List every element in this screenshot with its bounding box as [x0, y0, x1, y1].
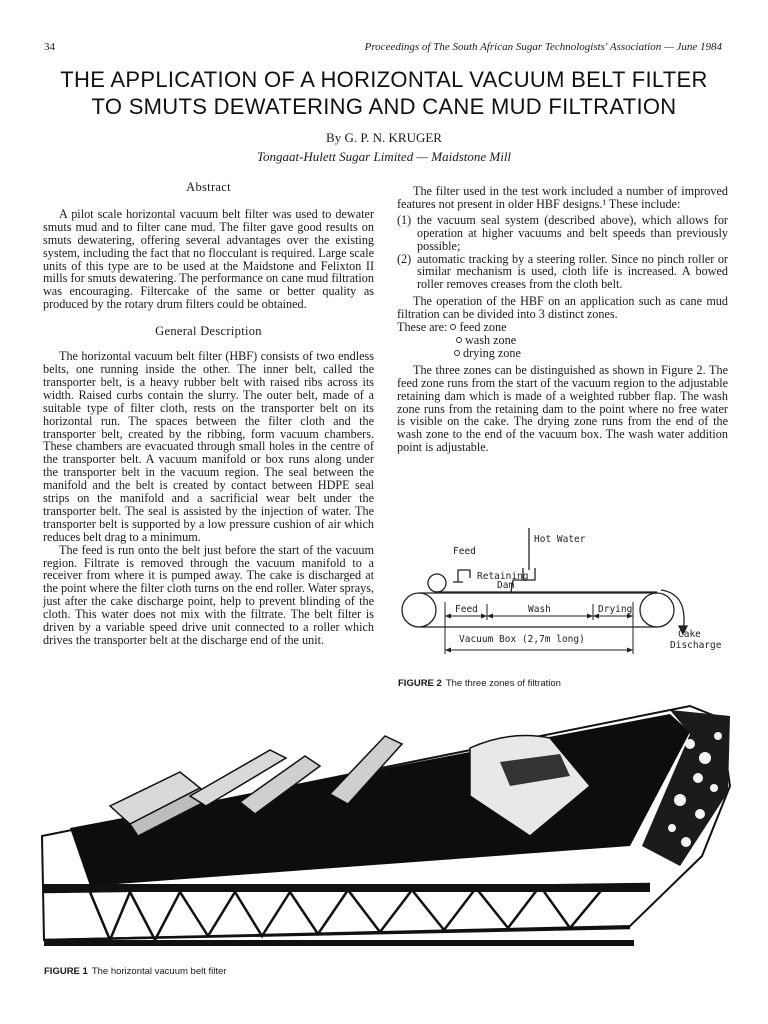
feature-number: (2)	[397, 251, 412, 266]
general-description-paragraph-2: The feed is run onto the belt just before the start of the vacuum region. Filtrate is removed through the vacuum manifold to a receiver from where it is pumped away. The cake is discharged at the point where the filter cloth turns on the end roller. Water sprays, just after the cake discharge point, help to prevent blinding of the cloth. This water does not mix with the filtrate. The belt filter is driven by a variable speed drive unit connected to a roller which drives the transporter belt at the discharge end of the unit.	[43, 542, 374, 647]
article-title	[30, 66, 738, 120]
zone-list-item	[454, 347, 728, 360]
arrow-left-icon	[445, 614, 451, 619]
label-discharge: Discharge	[670, 640, 722, 651]
features-list	[397, 214, 728, 291]
figure-1-illustration	[30, 696, 738, 960]
label-cake: Cake	[678, 629, 701, 640]
arrow-left-icon	[487, 614, 493, 619]
zones-list	[397, 334, 728, 360]
feed-roller	[428, 574, 446, 592]
zone-item: wash zone	[465, 332, 517, 347]
title-line-1: THE APPLICATION OF A HORIZONTAL VACUUM BELT FILTER	[60, 67, 708, 92]
abstract-heading: Abstract	[186, 180, 231, 194]
label-drying-zone: Drying	[598, 604, 633, 615]
figure-2-diagram	[395, 522, 735, 672]
feature-item	[397, 214, 728, 253]
feature-item	[397, 253, 728, 292]
bullet-icon	[450, 324, 456, 330]
figure-2-caption-text: The three zones of filtration	[445, 678, 561, 689]
label-hot-water: Hot Water	[534, 534, 586, 545]
label-vacuum-box: Vacuum Box (2,7m long)	[459, 634, 585, 645]
zone-item: drying zone	[463, 345, 521, 360]
label-dam: Dam	[497, 580, 515, 591]
arrow-left-icon	[445, 648, 451, 653]
bullet-icon	[454, 350, 460, 356]
figure-2-caption	[398, 678, 561, 689]
arrow-right-icon	[587, 614, 593, 619]
figure-2-caption-label: FIGURE 2	[398, 678, 442, 689]
feature-number: (1)	[397, 212, 412, 227]
zones-intro: The operation of the HBF on an application such as cane mud filtration can be divided into 3 distinct zones.	[397, 294, 728, 322]
zones-paragraph: The three zones can be distinguished as shown in Figure 2. The feed zone runs from the start of the vacuum region to the adjustable retaining dam which is made of a weighted rubber flap. The wash zone runs from the retaining dam to the point where no free water is visible on the cake. The drying zone runs from the end of the wash zone to the end of the vacuum box. The wash water addition point is adjustable.	[397, 362, 728, 455]
bullet-icon	[456, 337, 462, 343]
zone-item: feed zone	[459, 320, 507, 335]
page-number: 34	[44, 41, 55, 53]
feed-pipe	[458, 570, 470, 582]
feature-text: automatic tracking by a steering roller. Since no pinch roller or similar mechanism is used, cloth life is increased. A bowed roller removes creases from the cloth belt.	[417, 251, 728, 292]
features-intro: The filter used in the test work included a number of improved features not present in older HBF designs.¹ These include:	[397, 184, 728, 211]
running-header: Proceedings of The South African Sugar Technologists' Association — June 1984	[364, 41, 722, 53]
arrow-right-icon	[627, 648, 633, 653]
title-line-2: TO SMUTS DEWATERING AND CANE MUD FILTRATION	[91, 94, 677, 119]
tail-roller	[640, 593, 674, 627]
right-column	[397, 185, 728, 454]
figure-1-caption-text: The horizontal vacuum belt filter	[91, 966, 227, 977]
left-column	[43, 181, 374, 647]
general-description-heading: General Description	[155, 324, 262, 339]
label-wash-zone: Wash	[528, 604, 551, 615]
figure-1-caption	[44, 966, 226, 977]
head-roller	[402, 593, 436, 627]
label-feed: Feed	[453, 546, 476, 557]
affiliation: Tongaat-Hulett Sugar Limited — Maidstone Mill	[256, 149, 512, 164]
feature-text: the vacuum seal system (described above), which allows for operation at higher vacuums and belt speeds than previously possible;	[417, 212, 728, 253]
figure-1-caption-label: FIGURE 1	[44, 966, 88, 977]
byline: By G. P. N. KRUGER	[326, 130, 442, 145]
general-description-paragraph-1: The horizontal vacuum belt filter (HBF) consists of two endless belts, one running inside the other. The inner belt, called the transporter belt, is a heavy rubber belt with raised ribs across its width. Raised curbs contain the slurry. The outer belt, made of a suitable type of filter cloth, rests on the transporter belt on its horizontal run. The spaces between the filter cloth and the transporter belt, created by the ribbing, form vacuum chambers. These chambers are evacuated through small holes in the centre of the transporter belt. A vacuum manifold or box runs along under the transporter belt in the vacuum region. The seal between the manifold and the belt is created by contact between HDPE seal strips on the manifold and a sacrificial wear belt under the transporter belt. The seal is assisted by the injection of water. The transporter belt is supported by a low pressure cushion of air which reduces belt drag to a minimum.	[43, 349, 374, 544]
zones-lead-line	[397, 321, 728, 334]
label-retaining: Retaining	[477, 571, 529, 582]
arrow-right-icon	[481, 614, 487, 619]
abstract-text: A pilot scale horizontal vacuum belt filter was used to dewater smuts mud and to filter cane mud. The filter gave good results on smuts dewatering, offering several advantages over the existing system, including the fact that no flocculant is required. Large scale units of this type are to be used at the Maidstone and Felixton II mills for smuts dewatering. The performance on cane mud filtration was encouraging. Filtercake of the same or better quality as produced by the rotary drum filters could be obtained.	[43, 206, 374, 312]
zones-lead: These are:	[397, 320, 448, 335]
label-feed-zone: Feed	[455, 604, 478, 615]
